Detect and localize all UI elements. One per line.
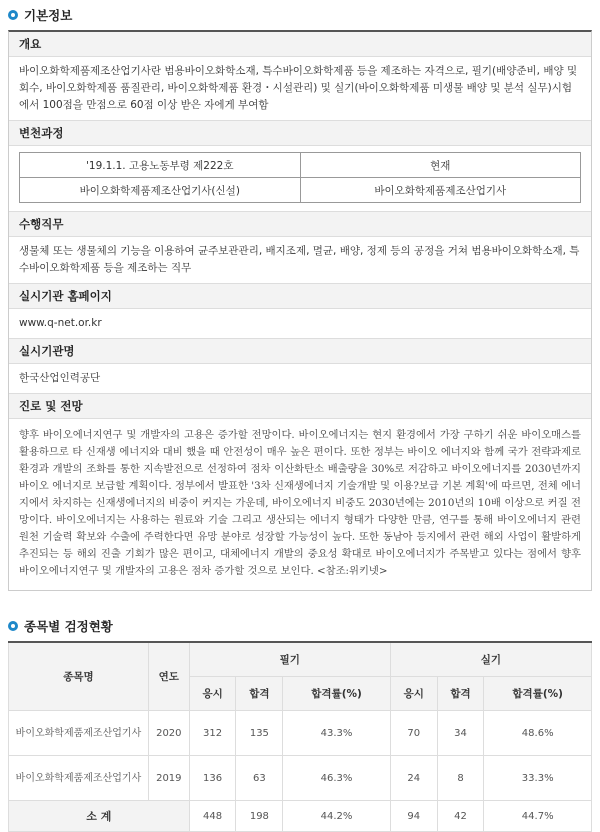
row-practical-passed: 34 — [437, 711, 484, 756]
spacer — [8, 591, 592, 611]
total-written-applied: 448 — [189, 801, 236, 832]
history-cell: 바이오화학제품제조산업기사(신설) — [20, 178, 301, 203]
history-table-wrap — [9, 146, 591, 212]
stats-table — [8, 641, 592, 832]
basic-info-title: 기본정보 — [24, 8, 73, 23]
total-practical-applied: 94 — [390, 801, 437, 832]
history-row — [20, 178, 581, 203]
total-label: 소 계 — [9, 801, 190, 832]
overview-text: 바이오화학제품제조산업기사란 범용바이오화학소재, 특수바이오화학제품 등을 제조하는 자격으로, 필기(배양준비, 배양 및 회수, 바이오화학제품 품질관리, 바이오화학제품 환경・시설관리) 및 실기(바이오화학제품 미생물 배양 및 분석 실무)시험에서 100점을 만점으로 60점 이상 받은 자에게 부여함 — [9, 57, 591, 121]
agency-title: 실시기관명 — [9, 339, 591, 364]
col-name: 종목명 — [9, 642, 149, 711]
homepage-title: 실시기관 홈페이지 — [9, 284, 591, 309]
total-practical-rate: 44.7% — [484, 801, 592, 832]
row-written-rate: 43.3% — [283, 711, 391, 756]
row-year: 2020 — [148, 711, 189, 756]
col-written: 필기 — [189, 642, 390, 677]
overview-title: 개요 — [9, 32, 591, 57]
col-year: 연도 — [148, 642, 189, 711]
total-row — [9, 801, 592, 832]
row-year: 2019 — [148, 756, 189, 801]
col-written-rate: 합격률(%) — [283, 677, 391, 711]
row-name: 바이오화학제품제조산업기사 — [9, 756, 149, 801]
row-practical-applied: 70 — [390, 711, 437, 756]
table-row — [9, 711, 592, 756]
prospects-text: 향후 바이오에너지연구 및 개발자의 고용은 증가할 전망이다. 바이오에너지는 현지 환경에서 가장 구하기 쉬운 바이오매스를 활용하므로 타 신재생 에너지와 대비 했을 때 안전성이 매우 높은 편이다. 또한 정부는 바이오 에너지와 함께 국가 전략과제로 환경과 개발의 조화를 통한 지속발전으로 선정하여 점차 이산화탄소 배출량을 30%로 저감하고 바이오에너지를 2030년까지 바이오 에너지로 보급할 계획이다. 정부에서 발표한 '3차 신재생에너지 기술개발 및 이용?보급 기본 계획'에 따르면, 전체 에너지에서 차지하는 신재생에너지의 비중이 커지는 가운데, 바이오에너지 비중도 2030년에는 2010년의 10배 이상으로 커질 전망이다. 바이오에너지는 사용하는 원료와 기술 그리고 생산되는 에너지 형태가 다양한 만큼, 연구를 통해 바이오에너지 관련 원천 기술력 확보와 수출에 주력한다면 유망 분야로 성장할 가능성이 높다. 또한 동남아 등지에서 관련 해외 사업이 활발하게 추진되는 등 해외 진출 기회가 많은 편이고, 대체에너지 개발의 중요성 확대로 바이오에너지가 주목받고 있다는 점에서 향후 바이오에너지연구 및 개발자의 고용은 점차 증가할 것으로 보인다. <참조:위키넷> — [19, 429, 581, 577]
total-practical-passed: 42 — [437, 801, 484, 832]
row-practical-applied: 24 — [390, 756, 437, 801]
homepage-url: www.q-net.or.kr — [9, 309, 591, 339]
col-practical-applied: 응시 — [390, 677, 437, 711]
row-name: 바이오화학제품제조산업기사 — [9, 711, 149, 756]
basic-info-box — [8, 30, 592, 591]
col-written-applied: 응시 — [189, 677, 236, 711]
col-practical-passed: 합격 — [437, 677, 484, 711]
row-written-passed: 135 — [236, 711, 283, 756]
row-written-applied: 312 — [189, 711, 236, 756]
stats-header-row — [9, 642, 592, 677]
history-row — [20, 153, 581, 178]
row-written-applied: 136 — [189, 756, 236, 801]
basic-info-header — [8, 0, 592, 30]
row-practical-rate: 48.6% — [484, 711, 592, 756]
history-cell: 바이오화학제품제조산업기사 — [300, 178, 581, 203]
total-written-rate: 44.2% — [283, 801, 391, 832]
total-written-passed: 198 — [236, 801, 283, 832]
row-practical-passed: 8 — [437, 756, 484, 801]
bullet-icon — [8, 621, 18, 631]
row-practical-rate: 33.3% — [484, 756, 592, 801]
col-practical-rate: 합격률(%) — [484, 677, 592, 711]
prospects-title: 진로 및 전망 — [9, 394, 591, 419]
history-table — [19, 152, 581, 203]
bullet-icon — [8, 10, 18, 20]
col-written-passed: 합격 — [236, 677, 283, 711]
row-written-rate: 46.3% — [283, 756, 391, 801]
history-cell: 현재 — [300, 153, 581, 178]
table-row — [9, 756, 592, 801]
stats-title: 종목별 검정현황 — [24, 619, 113, 634]
row-written-passed: 63 — [236, 756, 283, 801]
col-practical: 실기 — [390, 642, 591, 677]
stats-header — [8, 611, 592, 641]
duties-title: 수행직무 — [9, 212, 591, 237]
duties-text: 생물체 또는 생물체의 기능을 이용하여 균주보관관리, 배지조제, 멸균, 배양, 정제 등의 공정을 거쳐 범용바이오화학소재, 특수바이오화학제품 등을 제조하는 직무 — [9, 237, 591, 284]
history-title: 변천과정 — [9, 121, 591, 146]
history-cell: '19.1.1. 고용노동부령 제222호 — [20, 153, 301, 178]
agency-name: 한국산업인력공단 — [9, 364, 591, 394]
